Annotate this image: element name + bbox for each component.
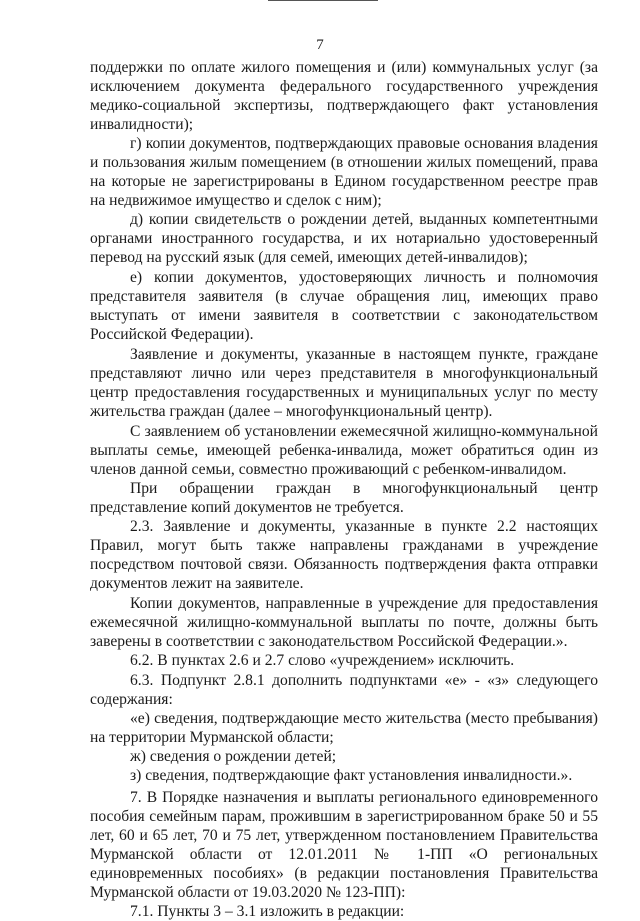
top-rule [268,0,378,1]
paragraph-continuation: поддержки по оплате жилого помещения и (или) коммунальных услуг (за исключением документа федерального государственного учреждения медико-социальной экспертизы, подтверждающего факт установления инвалидности); [90,59,598,134]
page-number: 7 [316,37,324,53]
paragraph-family-member: С заявлением об установлении ежемесячной жилищно-коммунальной выплаты семье, имеющей ребенка-инвалида, может обратиться один из членов данной семьи, совместно проживающий с ребенком-инвалидом. [90,422,598,478]
paragraph-item-e: е) копии документов, удостоверяющих личность и полномочия представителя заявителя (в случае обращения лиц, имеющих право выступать от имени заявителя в соответствии с законодательством Российской Федерации). [90,268,598,343]
paragraph-2-3: 2.3. Заявление и документы, указанные в пункте 2.2 настоящих Правил, могут быть также направлены гражданами в учреждение посредством почтовой связи. Обязанность подтверждения факта отправки документов лежит на заявителе. [90,518,598,593]
paragraph-submission: Заявление и документы, указанные в настоящем пункте, граждане представляют лично или через представителя в многофункциональный центр предоставления государственных и муниципальных услуг по месту жительства граждан (далее – многофункциональный центр). [90,345,598,420]
paragraph-sub-zh: ж) сведения о рождении детей; [130,747,337,765]
paragraph-6-3: 6.3. Подпункт 2.8.1 дополнить подпунктами «е» - «з» следующего содержания: [90,671,598,708]
paragraph-item-g: г) копии документов, подтверждающих правовые основания владения и пользования жилым помещением (в отношении жилых помещений, права на которые не зарегистрированы в Едином государственном реестре прав на недвижимое имущество и сделок с ним); [90,135,598,210]
paragraph-sub-e: «е) сведения, подтверждающие место жительства (место пребывания) на территории Мурманской области; [90,709,598,746]
paragraph-7-1: 7.1. Пункты 3 – 3.1 изложить в редакции: [130,903,405,921]
paragraph-sub-z: з) сведения, подтверждающие факт установления инвалидности.». [130,766,573,784]
paragraph-6-2: 6.2. В пунктах 2.6 и 2.7 слово «учреждением» исключить. [130,652,515,670]
paragraph-mfc-copies: При обращении граждан в многофункциональный центр представление копий документов не требуется. [90,480,598,517]
paragraph-item-d: д) копии свидетельств о рождении детей, выданных компетентными органами иностранного государства, и их нотариально удостоверенный перевод на русский язык (для семей, имеющих детей-инвалидов); [90,211,598,267]
document-body [90,58,598,921]
paragraph-postal-copies: Копии документов, направленные в учреждение для предоставления ежемесячной жилищно-коммунальной выплаты по почте, должны быть заверены в соответствии с законодательством Российской Федерации.». [90,595,598,651]
paragraph-7: 7. В Порядке назначения и выплаты регионального единовременного пособия семейным парам, прожившим в зарегистрированном браке 50 и 55 лет, 60 и 65 лет, 70 и 75 лет, утвержденном постановлением Правительства Мурманской области от 12.01.2011 № 1-ПП «О региональных единовременных пособиях» (в редакции постановления Правительства Мурманской области от 19.03.2020 № 123-ПП): [90,788,598,902]
